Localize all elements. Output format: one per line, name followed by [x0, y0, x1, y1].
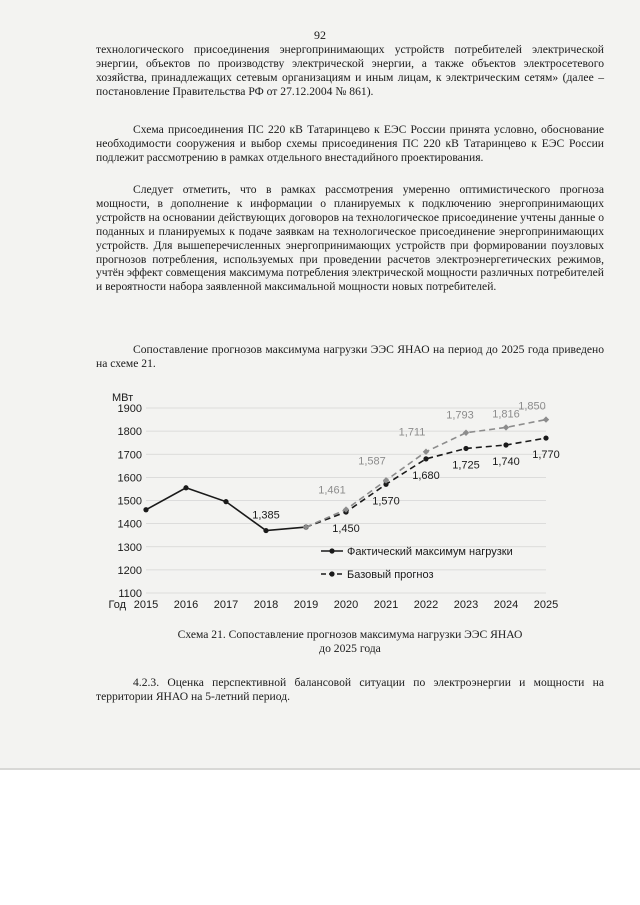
data-point-base: [463, 446, 468, 451]
chart-axes: [108, 392, 558, 611]
paragraph-block-5: [96, 676, 604, 704]
chart-grid: [146, 408, 546, 593]
data-point-actual: [223, 499, 228, 504]
data-label: 1,770: [532, 449, 560, 462]
legend-marker-actual: [329, 548, 334, 553]
legend-label-actual: Фактический максимум нагрузки: [347, 546, 513, 558]
data-label: 1,711: [398, 426, 426, 439]
y-tick-label: 1600: [117, 472, 142, 485]
data-point-actual: [183, 485, 188, 490]
x-tick-label: 2025: [533, 599, 559, 611]
series-line-0: [146, 488, 306, 531]
data-point-optimistic: [463, 430, 469, 436]
y-tick-label: 1200: [117, 564, 142, 577]
data-point-optimistic: [503, 424, 509, 430]
x-axis-label: Год: [108, 599, 126, 611]
data-label: 1,385: [252, 509, 280, 522]
y-tick-label: 1400: [117, 518, 142, 531]
data-label: 1,816: [492, 408, 520, 421]
data-point-optimistic: [303, 524, 309, 530]
data-label: 1,570: [372, 495, 400, 508]
data-point-optimistic: [543, 416, 549, 422]
y-tick-label: 1900: [117, 403, 142, 415]
chart-series: [143, 416, 549, 536]
chart-data-labels: [252, 401, 560, 536]
x-tick-label: 2021: [373, 599, 399, 611]
data-point-actual: [143, 507, 148, 512]
chart-svg: [96, 388, 566, 614]
y-tick-label: 1800: [117, 426, 142, 439]
data-label: 1,461: [318, 484, 346, 497]
figure-caption: [96, 628, 604, 656]
x-tick-label: 2023: [453, 599, 479, 611]
data-point-actual: [263, 528, 268, 533]
data-label: 1,680: [412, 469, 440, 482]
data-label: 1,850: [518, 400, 546, 413]
chart-legend: [321, 546, 513, 581]
x-tick-label: 2020: [333, 599, 359, 611]
paragraph-continuation: [96, 43, 604, 99]
y-tick-label: 1700: [117, 449, 142, 462]
legend-marker-base: [329, 571, 334, 576]
x-tick-label: 2019: [293, 599, 319, 611]
data-label: 1,740: [492, 456, 520, 468]
data-point-base: [503, 442, 508, 447]
y-tick-label: 1100: [118, 588, 142, 600]
page-bottom-edge: [0, 768, 640, 770]
x-tick-label: 2017: [213, 599, 239, 611]
data-label: 1,725: [452, 459, 480, 472]
page-number: 92: [314, 28, 326, 42]
load-forecast-chart: [96, 388, 566, 614]
x-tick-label: 2024: [493, 599, 519, 611]
data-point-base: [543, 435, 548, 440]
y-tick-label: 1500: [117, 495, 142, 508]
x-tick-label: 2022: [413, 599, 439, 611]
legend-label-base: Базовый прогноз: [347, 569, 434, 581]
caption-line-1: Схема 21. Сопоставление прогнозов максимума нагрузки ЭЭС ЯНАО: [177, 628, 523, 641]
y-tick-label: 1300: [117, 541, 142, 554]
caption-line-2: до 2025 года: [319, 642, 381, 655]
paragraph-1: технологического присоединения энергопринимающих устройств потребителей электрической энергии, объектов по производству электрической энергии, а также объектов электросетевого хозяйства, принадлежащих сетевым организациям и иным лицам, к электрическим сетям» (далее – постановление Правительства РФ от 27.12.2004 № 861).: [96, 43, 604, 98]
x-tick-label: 2016: [173, 599, 199, 611]
paragraph-block-4: [96, 343, 604, 371]
x-tick-label: 2018: [253, 599, 279, 611]
data-label: 1,793: [446, 409, 474, 422]
y-axis-label: МВт: [112, 392, 134, 404]
paragraph-4: Сопоставление прогнозов максимума нагрузки ЭЭС ЯНАО на период до 2025 года приведено на схеме 21.: [96, 343, 604, 370]
data-label: 1,450: [332, 523, 360, 536]
paragraph-block-3: [96, 183, 604, 294]
paragraph-block-2: [96, 123, 604, 165]
x-tick-label: 2015: [133, 599, 159, 611]
paragraph-2: Схема присоединения ПС 220 кВ Татаринцево к ЕЭС России принята условно, обоснование необходимости сооружения и выбор схемы присоединения ПС 220 кВ Татаринцево к ЕЭС России подлежит рассмотрению в рамках отдельного внестадийного проектирования.: [96, 123, 604, 164]
data-label: 1,587: [358, 455, 386, 468]
paragraph-3: Следует отметить, что в рамках рассмотрения умеренно оптимистического прогноза мощности, в дополнение к информации о планируемых к подключению энергопринимающих устройств на основании действующих договоров на технологическое присоединение учтены данные о поданных и планируемых к подаче заявкам на технологическое присоединение энергопринимающих устройств. Для вышеперечисленных энергопринимающих устройств при формировании поузловых прогнозов потребления, используемых при проведении расчетов электроэнергетических режимов, учтён эффект совмещения максимума потребления электрической мощности различных потребителей и вероятности набора заявленной максимальной мощности новых потребителей.: [96, 183, 604, 294]
data-point-base: [423, 456, 428, 461]
section-heading-4-2-3: 4.2.3. Оценка перспективной балансовой ситуации по электроэнергии и мощности на территории ЯНАО на 5-летний период.: [96, 676, 604, 703]
